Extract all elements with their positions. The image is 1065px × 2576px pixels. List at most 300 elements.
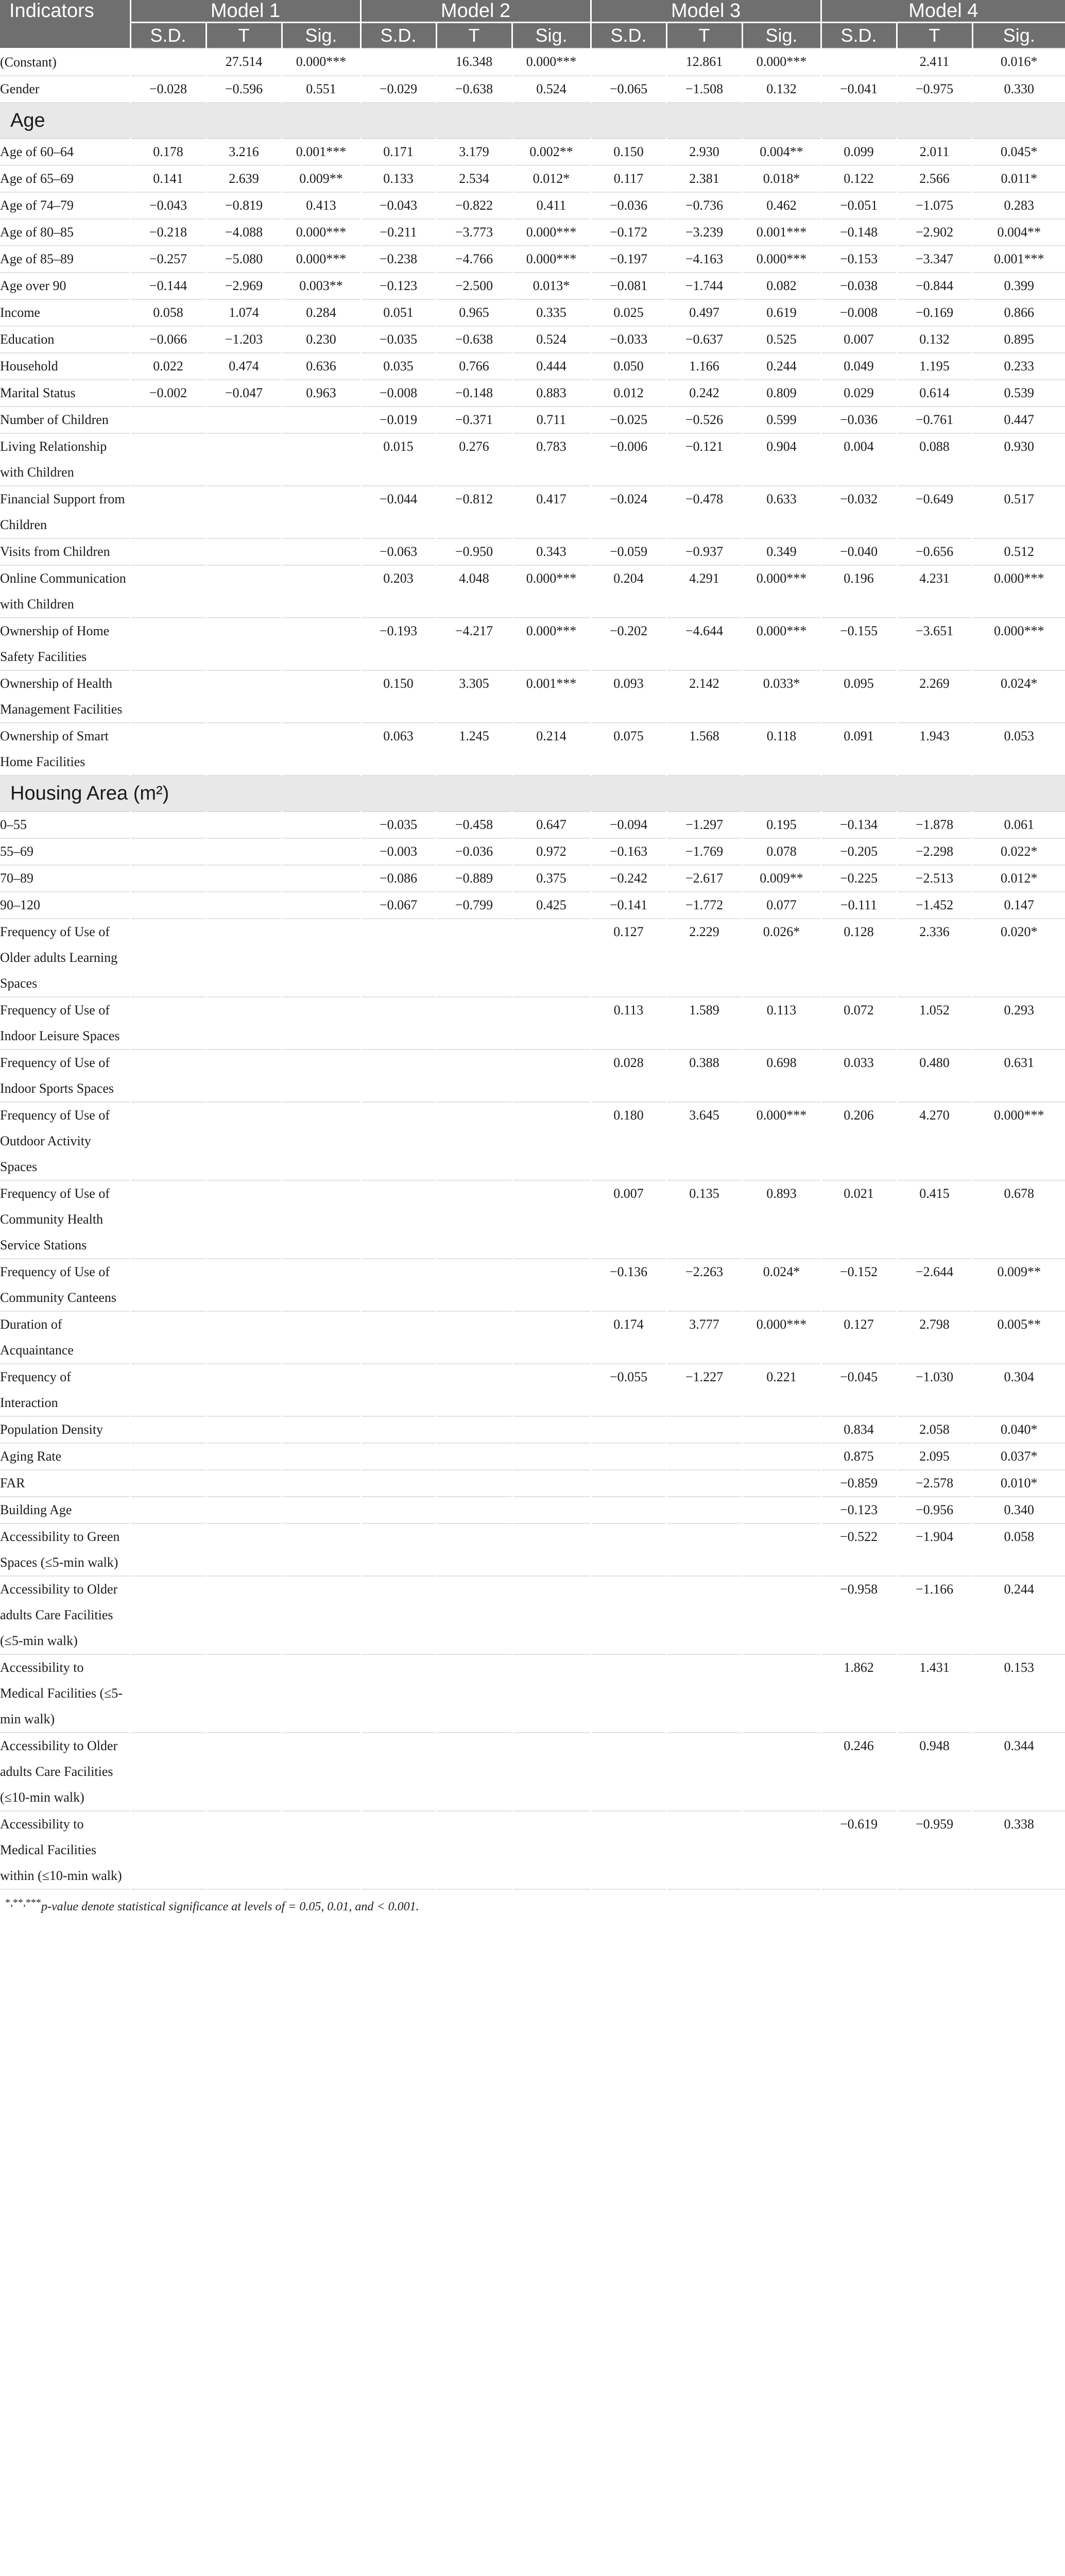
t-cell (206, 811, 282, 838)
sd-cell: −0.148 (821, 219, 897, 246)
sig-cell (282, 1733, 360, 1811)
sig-cell (282, 538, 360, 565)
t-cell: −5.080 (206, 246, 282, 273)
t-cell: −4.163 (666, 246, 742, 273)
sig-cell: 0.711 (512, 406, 591, 433)
sig-cell: 0.883 (512, 380, 591, 406)
table-row (0, 1470, 1065, 1497)
sd-cell (821, 48, 897, 76)
t-cell (206, 1311, 282, 1364)
sd-cell (130, 406, 206, 433)
row-label: 70–89 (0, 865, 130, 892)
sig-cell (512, 1416, 591, 1443)
sig-cell (282, 406, 360, 433)
sig-header: Sig. (972, 23, 1065, 49)
sig-cell (512, 1811, 591, 1889)
sig-cell (742, 1416, 821, 1443)
table-row (0, 1733, 1065, 1811)
sig-cell (282, 892, 360, 919)
sig-cell: 0.000*** (742, 618, 821, 670)
t-cell (206, 1523, 282, 1576)
sig-cell: 0.000*** (512, 618, 591, 670)
sd-cell (130, 1576, 206, 1654)
sd-cell: 0.093 (591, 670, 666, 723)
t-cell: 3.216 (206, 139, 282, 165)
sd-cell (130, 1049, 206, 1102)
sig-cell: 0.698 (742, 1049, 821, 1102)
sig-cell: 0.000*** (972, 565, 1065, 618)
t-cell (436, 1180, 512, 1259)
sig-cell: 0.024* (742, 1259, 821, 1311)
sd-cell (130, 433, 206, 486)
sd-cell: 0.875 (821, 1443, 897, 1470)
table-row (0, 406, 1065, 433)
sig-cell: 0.045* (972, 139, 1065, 165)
sd-cell (360, 1443, 436, 1470)
sd-cell (130, 1654, 206, 1733)
sig-cell (282, 997, 360, 1049)
sig-cell: 0.284 (282, 299, 360, 326)
sig-cell (282, 1416, 360, 1443)
sig-cell: 0.011* (972, 165, 1065, 192)
sig-cell: 0.001*** (512, 670, 591, 723)
t-cell (436, 1470, 512, 1497)
sd-cell: 0.063 (360, 723, 436, 775)
t-cell: 0.276 (436, 433, 512, 486)
t-cell (436, 1654, 512, 1733)
t-cell (206, 1102, 282, 1180)
sd-cell (591, 1733, 666, 1811)
sig-cell (282, 1811, 360, 1889)
sig-cell: 0.447 (972, 406, 1065, 433)
sd-cell: −0.859 (821, 1470, 897, 1497)
sd-cell: 0.075 (591, 723, 666, 775)
t-cell (666, 1523, 742, 1576)
sd-cell: 0.204 (591, 565, 666, 618)
sig-cell: 0.930 (972, 433, 1065, 486)
sig-cell: 0.058 (972, 1523, 1065, 1576)
t-cell: −1.878 (897, 811, 972, 838)
sig-cell: 0.524 (512, 326, 591, 353)
table-row (0, 48, 1065, 76)
sd-cell (130, 1259, 206, 1311)
t-cell: −2.298 (897, 838, 972, 865)
t-cell: −0.169 (897, 299, 972, 326)
t-cell (206, 865, 282, 892)
row-label: Household (0, 353, 130, 380)
row-label: Ownership of Home Safety Facilities (0, 618, 130, 670)
t-cell: 2.336 (897, 919, 972, 997)
t-cell: 0.132 (897, 326, 972, 353)
sig-cell: 0.000*** (742, 565, 821, 618)
t-cell: 2.269 (897, 670, 972, 723)
sd-header: S.D. (591, 23, 666, 49)
sig-cell: 0.244 (972, 1576, 1065, 1654)
sd-cell (360, 997, 436, 1049)
sd-cell: −0.197 (591, 246, 666, 273)
sig-cell: 0.244 (742, 353, 821, 380)
sd-cell: −0.055 (591, 1364, 666, 1416)
table-row (0, 997, 1065, 1049)
sd-cell: 0.206 (821, 1102, 897, 1180)
t-cell (436, 1811, 512, 1889)
sig-cell: 0.153 (972, 1654, 1065, 1733)
t-cell (206, 1443, 282, 1470)
row-label: Ownership of Health Management Facilities (0, 670, 130, 723)
row-label: Visits from Children (0, 538, 130, 565)
t-cell: −0.937 (666, 538, 742, 565)
sd-cell: −0.193 (360, 618, 436, 670)
row-label: Age over 90 (0, 273, 130, 299)
sd-cell: −0.028 (130, 76, 206, 103)
t-cell: −0.526 (666, 406, 742, 433)
table-row (0, 1416, 1065, 1443)
table-row (0, 246, 1065, 273)
t-cell: −3.773 (436, 219, 512, 246)
t-cell: 0.480 (897, 1049, 972, 1102)
t-cell (436, 1259, 512, 1311)
row-label: Frequency of Use of Community Health Service Stations (0, 1180, 130, 1259)
section-header: Housing Area (m²) (0, 775, 1065, 811)
t-cell (206, 838, 282, 865)
table-row (0, 1180, 1065, 1259)
sd-cell: −0.257 (130, 246, 206, 273)
sig-cell (512, 1102, 591, 1180)
sig-cell: 0.000*** (512, 219, 591, 246)
sd-cell (360, 1654, 436, 1733)
row-label: Education (0, 326, 130, 353)
sig-cell (742, 1523, 821, 1576)
sig-header: Sig. (512, 23, 591, 49)
sig-cell: 0.000*** (742, 1311, 821, 1364)
sd-cell: −0.081 (591, 273, 666, 299)
t-cell: 2.058 (897, 1416, 972, 1443)
sd-cell: −0.024 (591, 486, 666, 538)
sd-header: S.D. (821, 23, 897, 49)
sig-cell: 0.214 (512, 723, 591, 775)
sig-cell: 0.022* (972, 838, 1065, 865)
sd-cell: 0.203 (360, 565, 436, 618)
table-row (0, 273, 1065, 299)
sd-cell: −0.111 (821, 892, 897, 919)
sd-cell (360, 1733, 436, 1811)
sig-cell: 0.000*** (742, 246, 821, 273)
sig-cell: 0.195 (742, 811, 821, 838)
sd-cell: −0.040 (821, 538, 897, 565)
row-label: Duration of Acquaintance (0, 1311, 130, 1364)
sig-cell: 0.344 (972, 1733, 1065, 1811)
sd-cell (130, 1311, 206, 1364)
sd-cell: −0.134 (821, 811, 897, 838)
t-cell (206, 1576, 282, 1654)
table-row (0, 618, 1065, 670)
model-2-header: Model 2 (360, 0, 591, 23)
t-cell: 1.052 (897, 997, 972, 1049)
t-cell (206, 486, 282, 538)
sd-cell (591, 1654, 666, 1733)
t-cell: −1.227 (666, 1364, 742, 1416)
sig-cell: 0.283 (972, 192, 1065, 219)
t-cell: 2.534 (436, 165, 512, 192)
sig-cell (282, 1470, 360, 1497)
t-cell (206, 1470, 282, 1497)
row-label: Accessibility to Medical Facilities (≤5-min walk) (0, 1654, 130, 1733)
row-label: 90–120 (0, 892, 130, 919)
t-cell: 0.497 (666, 299, 742, 326)
row-label: 0–55 (0, 811, 130, 838)
footnote-text: p-value denote statistical significance at levels of = 0.05, 0.01, and < 0.001. (41, 1900, 419, 1913)
sig-cell (282, 1576, 360, 1654)
sig-cell: 0.001*** (972, 246, 1065, 273)
sig-cell: 0.004** (972, 219, 1065, 246)
t-cell (206, 1654, 282, 1733)
t-cell: −0.036 (436, 838, 512, 865)
t-cell: 0.242 (666, 380, 742, 406)
t-cell: 16.348 (436, 48, 512, 76)
sd-cell: 0.007 (591, 1180, 666, 1259)
sig-cell: 0.118 (742, 723, 821, 775)
table-row (0, 865, 1065, 892)
sig-cell: 0.904 (742, 433, 821, 486)
sig-cell (282, 1654, 360, 1733)
sd-cell (591, 48, 666, 76)
t-cell: −3.347 (897, 246, 972, 273)
sig-cell (282, 811, 360, 838)
sd-cell (360, 48, 436, 76)
sig-cell: 0.009** (972, 1259, 1065, 1311)
sig-cell (742, 1654, 821, 1733)
sd-cell: 0.072 (821, 997, 897, 1049)
table-row (0, 1576, 1065, 1654)
sd-cell: −0.059 (591, 538, 666, 565)
t-cell: −0.799 (436, 892, 512, 919)
t-cell: −4.217 (436, 618, 512, 670)
sig-cell: 0.033* (742, 670, 821, 723)
sd-cell: 0.171 (360, 139, 436, 165)
sd-cell (360, 919, 436, 997)
t-cell (666, 1416, 742, 1443)
t-cell: 2.639 (206, 165, 282, 192)
sd-cell: 0.033 (821, 1049, 897, 1102)
t-cell: −0.638 (436, 326, 512, 353)
t-cell: −1.744 (666, 273, 742, 299)
sd-cell (360, 1259, 436, 1311)
t-cell: 1.589 (666, 997, 742, 1049)
sig-cell (742, 1443, 821, 1470)
sd-cell: 0.015 (360, 433, 436, 486)
table-row (0, 1654, 1065, 1733)
sd-cell (130, 723, 206, 775)
sd-cell: −0.041 (821, 76, 897, 103)
t-cell: −0.975 (897, 76, 972, 103)
t-cell: −2.617 (666, 865, 742, 892)
sig-cell: 0.551 (282, 76, 360, 103)
sd-cell: −0.043 (360, 192, 436, 219)
t-cell: 2.229 (666, 919, 742, 997)
sig-cell (282, 618, 360, 670)
section-row (0, 103, 1065, 139)
t-cell (436, 997, 512, 1049)
sd-cell: −0.003 (360, 838, 436, 865)
t-header: T (436, 23, 512, 49)
sd-cell (360, 1576, 436, 1654)
row-label: 55–69 (0, 838, 130, 865)
t-cell (206, 1259, 282, 1311)
sd-cell (130, 1733, 206, 1811)
t-header: T (666, 23, 742, 49)
t-cell: 2.011 (897, 139, 972, 165)
sd-cell: −0.008 (360, 380, 436, 406)
sd-cell: −0.225 (821, 865, 897, 892)
t-cell: −0.819 (206, 192, 282, 219)
sd-header: S.D. (360, 23, 436, 49)
t-cell: 12.861 (666, 48, 742, 76)
sig-cell (512, 1576, 591, 1654)
sd-cell: −0.036 (591, 192, 666, 219)
t-cell: 0.388 (666, 1049, 742, 1102)
t-cell: −2.902 (897, 219, 972, 246)
sd-cell (130, 1364, 206, 1416)
t-cell: 2.798 (897, 1311, 972, 1364)
sig-cell (282, 1102, 360, 1180)
t-cell: −0.371 (436, 406, 512, 433)
row-label: Age of 65–69 (0, 165, 130, 192)
t-cell: 2.142 (666, 670, 742, 723)
t-cell: −1.904 (897, 1523, 972, 1576)
sd-cell: 0.128 (821, 919, 897, 997)
sd-cell: −0.242 (591, 865, 666, 892)
table-row (0, 76, 1065, 103)
t-cell: −1.769 (666, 838, 742, 865)
sd-cell (591, 1811, 666, 1889)
t-cell: 1.245 (436, 723, 512, 775)
sd-cell (130, 1416, 206, 1443)
table-row (0, 919, 1065, 997)
sd-cell: −0.211 (360, 219, 436, 246)
sd-cell: 0.150 (591, 139, 666, 165)
sd-cell: 0.174 (591, 1311, 666, 1364)
sig-cell: 0.866 (972, 299, 1065, 326)
row-label: Frequency of Use of Outdoor Activity Spaces (0, 1102, 130, 1180)
t-cell: −0.649 (897, 486, 972, 538)
sd-cell (591, 1497, 666, 1523)
sd-cell: −0.032 (821, 486, 897, 538)
sd-cell: −0.035 (360, 326, 436, 353)
t-cell: 4.048 (436, 565, 512, 618)
sd-cell (130, 1443, 206, 1470)
table-row (0, 1364, 1065, 1416)
table-row (0, 165, 1065, 192)
t-cell (436, 919, 512, 997)
sig-header: Sig. (282, 23, 360, 49)
t-cell: 2.381 (666, 165, 742, 192)
sig-cell: 0.349 (742, 538, 821, 565)
sig-cell: 0.895 (972, 326, 1065, 353)
row-label: Accessibility to Green Spaces (≤5-min walk) (0, 1523, 130, 1576)
row-label: Age of 80–85 (0, 219, 130, 246)
row-label: Online Communication with Children (0, 565, 130, 618)
t-cell: 0.965 (436, 299, 512, 326)
sig-cell (512, 1049, 591, 1102)
t-cell: −1.508 (666, 76, 742, 103)
header-row-models (0, 0, 1065, 23)
sd-cell: −0.086 (360, 865, 436, 892)
sig-cell: 0.000*** (972, 618, 1065, 670)
sig-cell (742, 1811, 821, 1889)
t-cell: −4.766 (436, 246, 512, 273)
sd-cell: −0.033 (591, 326, 666, 353)
sig-cell: 0.233 (972, 353, 1065, 380)
sig-cell: 0.024* (972, 670, 1065, 723)
sd-cell: 0.022 (130, 353, 206, 380)
sig-cell: 0.293 (972, 997, 1065, 1049)
t-cell (436, 1311, 512, 1364)
t-cell (206, 670, 282, 723)
t-cell: 1.074 (206, 299, 282, 326)
t-cell (436, 1049, 512, 1102)
sig-cell: 0.002** (512, 139, 591, 165)
t-cell: −2.263 (666, 1259, 742, 1311)
sig-cell: 0.525 (742, 326, 821, 353)
table-row (0, 1497, 1065, 1523)
sd-cell: −0.038 (821, 273, 897, 299)
sd-cell: 0.122 (821, 165, 897, 192)
sig-cell (742, 1497, 821, 1523)
table-row (0, 1259, 1065, 1311)
t-header: T (897, 23, 972, 49)
sig-cell: 0.335 (512, 299, 591, 326)
t-cell (206, 1364, 282, 1416)
row-label: Gender (0, 76, 130, 103)
model-1-header: Model 1 (130, 0, 360, 23)
sd-cell: 0.058 (130, 299, 206, 326)
row-label: (Constant) (0, 48, 130, 76)
t-cell: −2.513 (897, 865, 972, 892)
sig-cell (282, 1523, 360, 1576)
t-cell: −1.452 (897, 892, 972, 919)
sig-cell: 0.113 (742, 997, 821, 1049)
t-cell: 4.291 (666, 565, 742, 618)
sd-cell: −0.044 (360, 486, 436, 538)
t-cell (206, 1416, 282, 1443)
sig-cell (282, 1443, 360, 1470)
sig-cell: 0.375 (512, 865, 591, 892)
sig-cell: 0.411 (512, 192, 591, 219)
sig-cell: 0.001*** (742, 219, 821, 246)
t-cell: −0.047 (206, 380, 282, 406)
sd-cell: 0.834 (821, 1416, 897, 1443)
t-cell: 2.566 (897, 165, 972, 192)
t-cell: −1.203 (206, 326, 282, 353)
sd-cell: −0.218 (130, 219, 206, 246)
sd-cell (591, 1443, 666, 1470)
t-cell: 4.270 (897, 1102, 972, 1180)
sig-cell: 0.005** (972, 1311, 1065, 1364)
t-cell: 2.411 (897, 48, 972, 76)
row-label: Population Density (0, 1416, 130, 1443)
t-cell: −0.889 (436, 865, 512, 892)
footnote-marks: *,**,*** (5, 1896, 41, 1908)
sd-cell (591, 1576, 666, 1654)
t-cell: 0.088 (897, 433, 972, 486)
sig-cell: 0.018* (742, 165, 821, 192)
sig-cell: 0.633 (742, 486, 821, 538)
sig-cell: 0.053 (972, 723, 1065, 775)
table-row (0, 838, 1065, 865)
sd-cell: 0.051 (360, 299, 436, 326)
t-cell (436, 1733, 512, 1811)
sig-cell (512, 1180, 591, 1259)
